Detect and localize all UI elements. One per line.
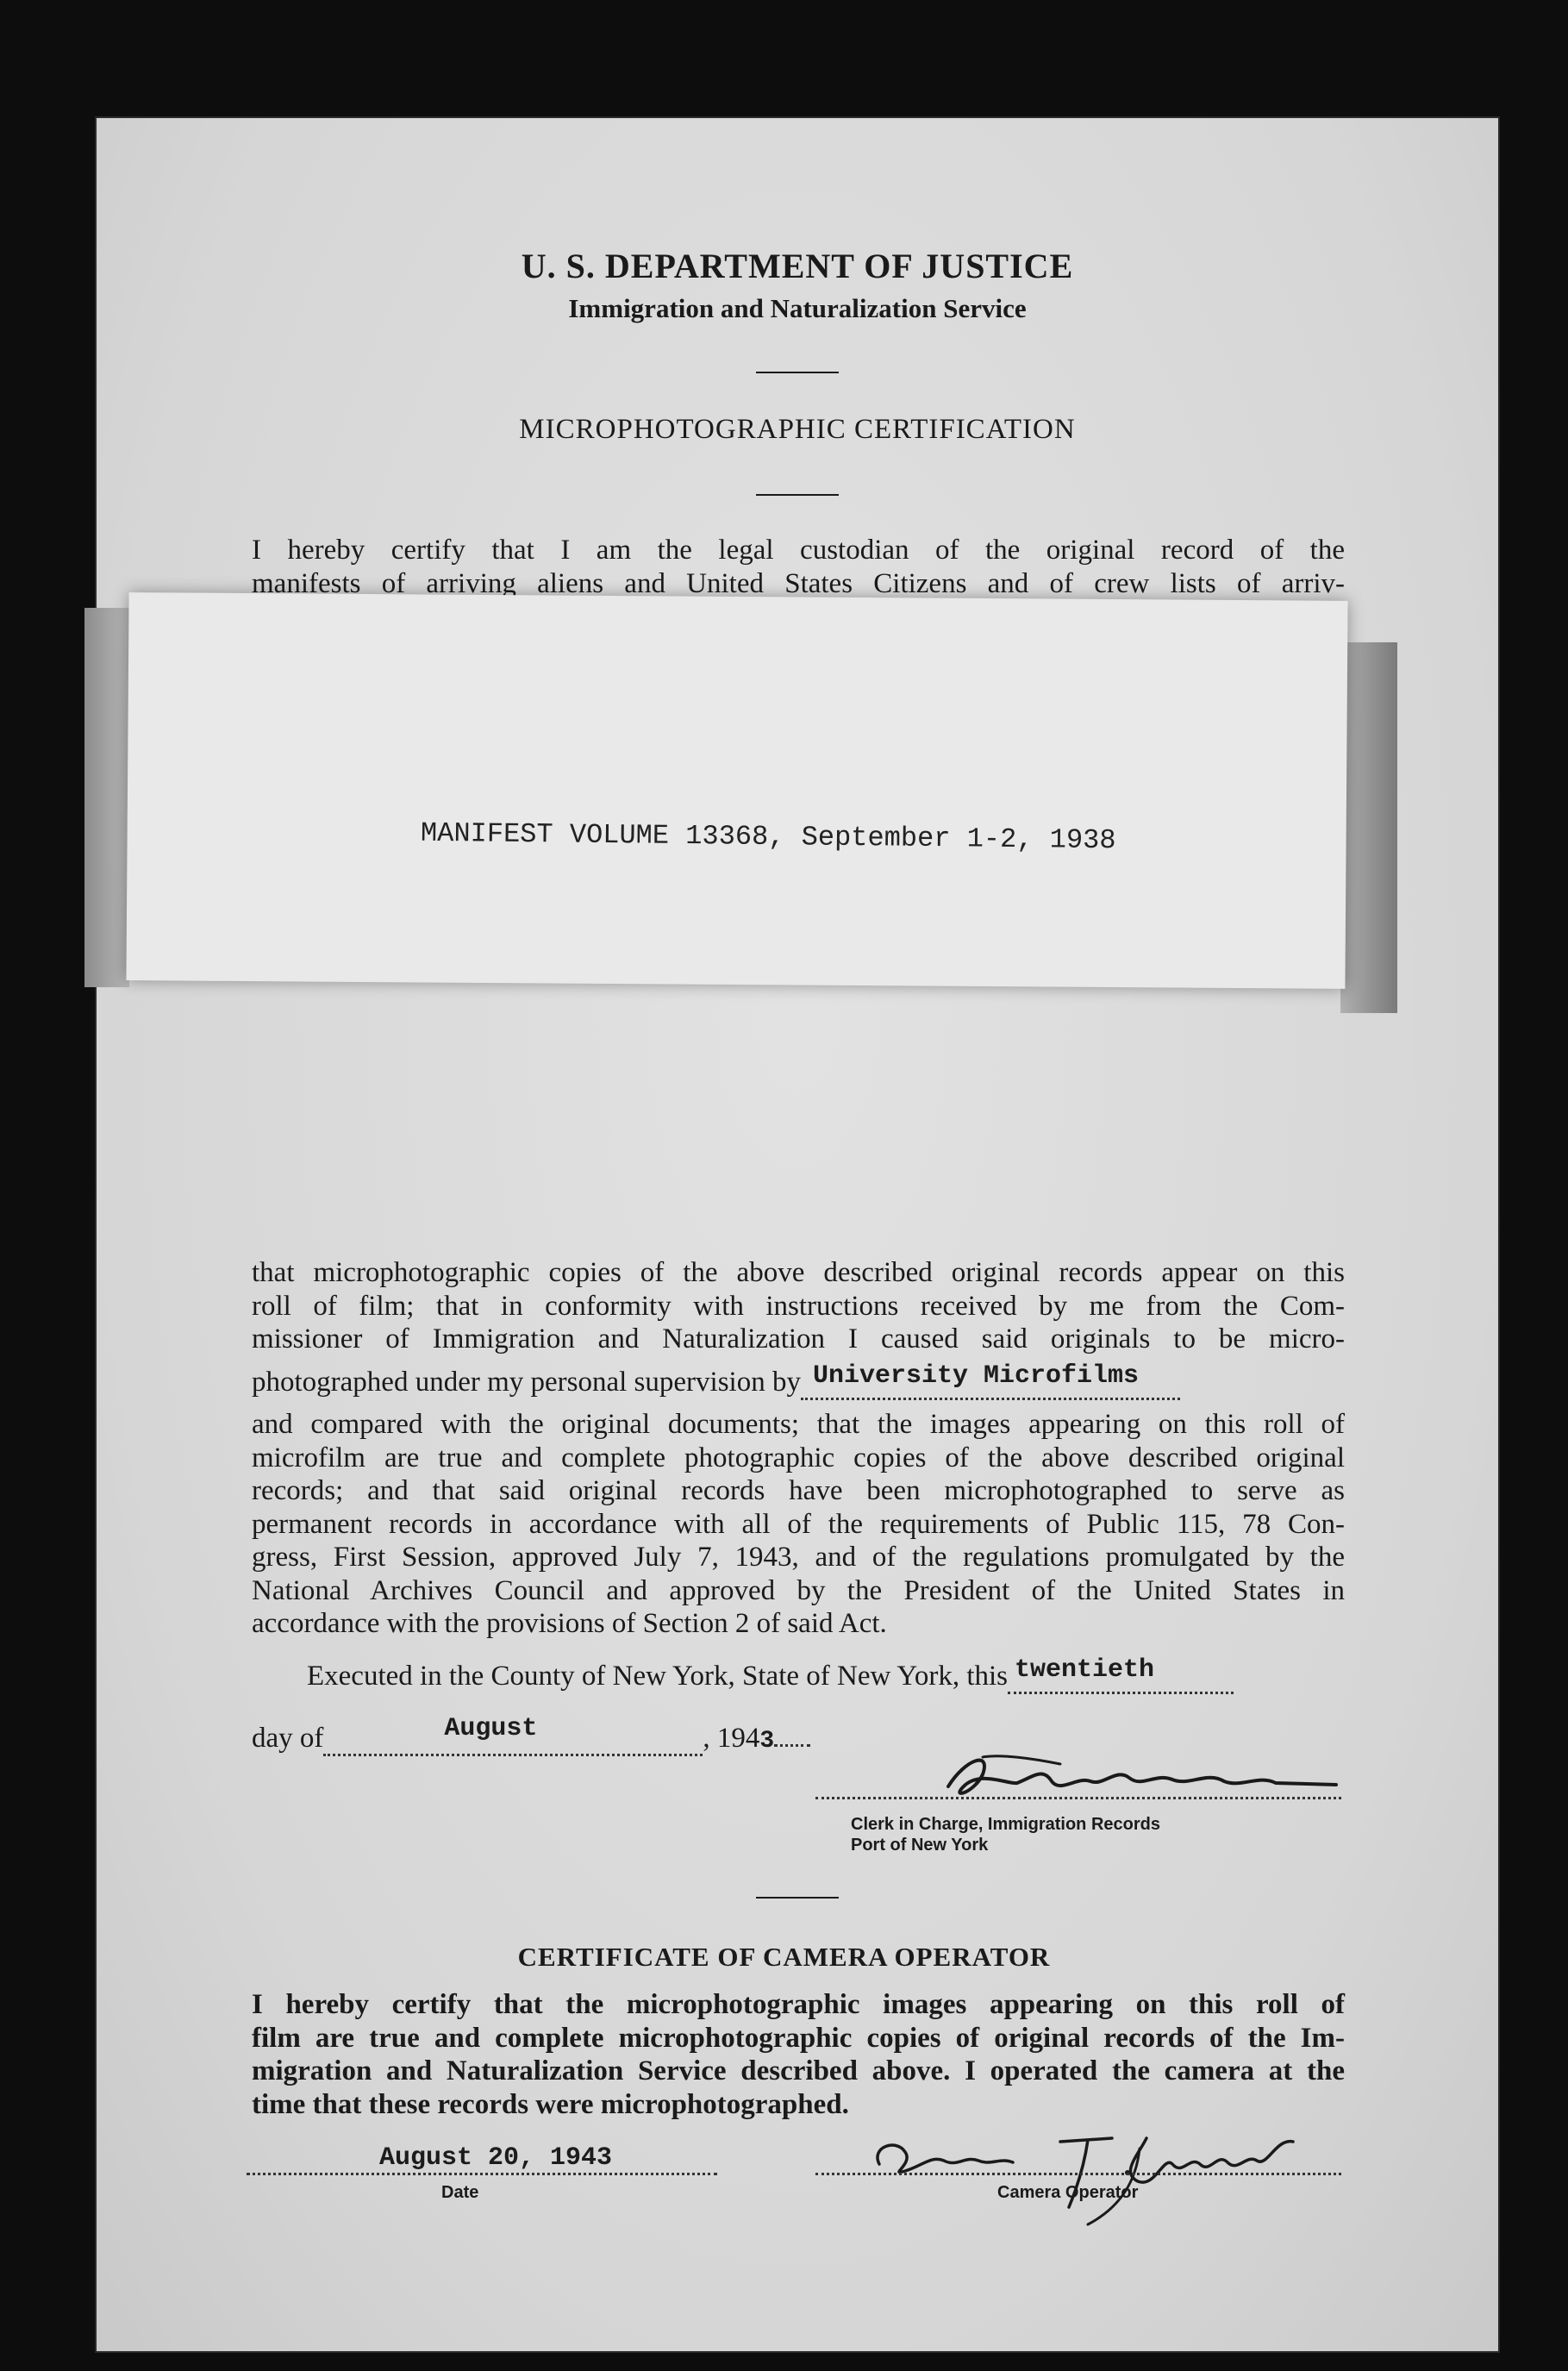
paragraph-line: time that these records were microphotographed. <box>252 2088 849 2120</box>
paragraph-line: film are true and complete microphotographic copies of original records of the Im- <box>252 2022 1345 2054</box>
day-of-label: day of <box>252 1723 324 1754</box>
year-value: 3 <box>759 1728 775 1755</box>
paragraph-line: I hereby certify that I am the legal custodian of the original record of the <box>252 535 1345 566</box>
camera-date-label: Date <box>441 2183 479 2202</box>
divider <box>756 372 839 373</box>
department-title: U. S. DEPARTMENT OF JUSTICE <box>521 247 1074 285</box>
paragraph-line: microfilm are true and complete photographic copies of the above described original <box>252 1442 1345 1473</box>
year-prefix: , 194 <box>703 1723 760 1754</box>
day-field <box>1008 1655 1234 1694</box>
paragraph-line: and compared with the original documents; that the images appearing on this roll of <box>252 1409 1345 1440</box>
month-value: August <box>444 1714 538 1743</box>
camera-date-value: August 20, 1943 <box>379 2143 613 2173</box>
divider <box>756 1897 839 1899</box>
paragraph-line: permanent records in accordance with all of the requirements of Public 115, 78 Con- <box>252 1508 1345 1540</box>
clerk-signature-line <box>815 1797 1341 1799</box>
supervisor-value: University Microfilms <box>812 1361 1140 1391</box>
paragraph-line: missioner of Immigration and Naturalization I caused said originals to be micro- <box>252 1323 1345 1354</box>
month-field <box>323 1714 703 1756</box>
paragraph-line: migration and Naturalization Service described above. I operated the camera at the <box>252 2055 1345 2086</box>
paragraph-line: roll of film; that in conformity with instructions received by me from the Com- <box>252 1290 1345 1322</box>
manifest-volume-text: MANIFEST VOLUME 13368, September 1-2, 1938 <box>420 816 1116 857</box>
clerk-signature <box>931 1733 1345 1819</box>
camera-operator-signature <box>862 2104 1371 2233</box>
body-paragraph-continued <box>252 1408 1345 1641</box>
supervision-line <box>252 1361 1345 1402</box>
body-paragraph <box>252 1256 1345 1356</box>
executed-line <box>307 1655 1234 1696</box>
supervisor-field <box>801 1361 1180 1400</box>
slip-edge-shadow <box>84 608 129 987</box>
paragraph-line: that microphotographic copies of the above described original records appear on this <box>252 1257 1345 1288</box>
clerk-title-line2: Port of New York <box>851 1836 989 1855</box>
paragraph-line: manifests of arriving aliens and United States Citizens and of crew lists of arriv- <box>252 567 1345 599</box>
date-signature-line <box>247 2173 717 2175</box>
camera-paragraph <box>252 1988 1345 2121</box>
camera-operator-label: Camera Operator <box>997 2183 1139 2202</box>
day-value: twentieth <box>1015 1655 1155 1685</box>
certification-title: MICROPHOTOGRAPHIC CERTIFICATION <box>519 414 1076 445</box>
paragraph-line: National Archives Council and approved by the President of the United States in <box>252 1574 1345 1606</box>
supervision-prefix: photographed under my personal supervision by <box>252 1367 801 1398</box>
camera-section-title: CERTIFICATE OF CAMERA OPERATOR <box>517 1942 1051 1972</box>
slip-edge-shadow <box>1340 642 1397 1013</box>
volume-slip <box>126 592 1347 989</box>
paragraph-line: gress, First Session, approved July 7, 1943, and of the regulations promulgated by the <box>252 1542 1345 1573</box>
operator-signature-line <box>815 2173 1341 2175</box>
paragraph-line: I hereby certify that the microphotographic images appearing on this roll of <box>252 1989 1345 2020</box>
executed-prefix: Executed in the County of New York, State of New York, this <box>307 1661 1009 1692</box>
service-subtitle: Immigration and Naturalization Service <box>568 293 1027 323</box>
year-field-dots <box>774 1744 810 1747</box>
divider <box>756 494 839 496</box>
paragraph-line: records; and that said original records have been microphotographed to serve as <box>252 1475 1345 1506</box>
month-year-line <box>252 1714 810 1758</box>
clerk-title-line1: Clerk in Charge, Immigration Records <box>851 1815 1160 1834</box>
paragraph-line: accordance with the provisions of Section 2 of said Act. <box>252 1608 887 1639</box>
